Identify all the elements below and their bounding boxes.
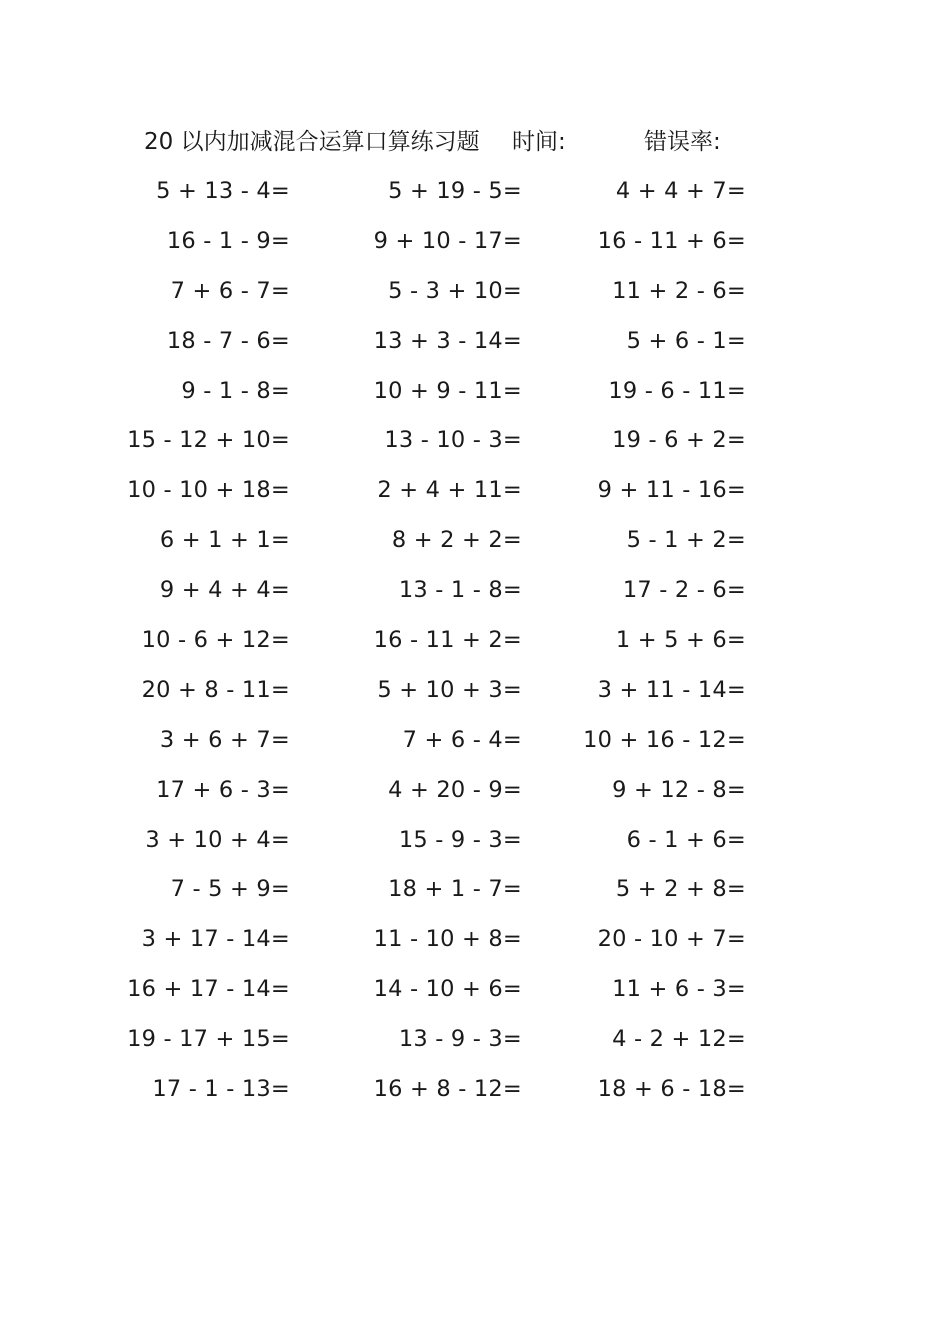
math-problem: 18 + 1 - 7= [388, 876, 522, 903]
math-problem: 4 + 4 + 7= [615, 178, 746, 204]
math-problem: 9 + 4 + 4= [159, 577, 290, 604]
math-problem: 5 + 2 + 8= [615, 876, 746, 903]
math-problem: 10 - 10 + 18= [127, 477, 290, 504]
math-problem: 5 - 3 + 10= [388, 277, 522, 304]
math-problem: 6 - 1 + 6= [626, 826, 746, 853]
math-problem: 10 + 16 - 12= [583, 726, 746, 753]
math-problem: 14 - 10 + 6= [373, 976, 522, 1003]
math-problem: 9 + 12 - 8= [612, 776, 746, 803]
worksheet-title: 20 以内加减混合运算口算练习题 [144, 129, 480, 155]
math-problem: 7 - 5 + 9= [170, 876, 290, 903]
math-problem: 16 + 8 - 12= [373, 1076, 522, 1103]
math-problem: 1 + 5 + 6= [615, 627, 746, 654]
math-problem: 13 - 1 - 8= [398, 577, 522, 604]
math-problem: 13 - 10 - 3= [384, 427, 522, 454]
math-problem: 16 - 11 + 6= [597, 227, 746, 254]
math-problem: 5 - 1 + 2= [626, 527, 746, 554]
math-problem: 3 + 17 - 14= [141, 926, 290, 953]
math-problem: 5 + 13 - 4= [156, 178, 290, 204]
math-problem: 9 + 11 - 16= [597, 477, 746, 504]
math-problem: 15 - 12 + 10= [127, 427, 290, 454]
math-problem: 13 + 3 - 14= [373, 327, 522, 354]
math-problem: 20 - 10 + 7= [597, 926, 746, 953]
worksheet-header [144, 124, 804, 160]
math-problem: 10 - 6 + 12= [141, 627, 290, 654]
math-problem: 11 + 6 - 3= [612, 976, 746, 1003]
math-problem: 4 - 2 + 12= [612, 1026, 746, 1053]
math-problem: 3 + 6 + 7= [159, 726, 290, 753]
problem-grid [120, 170, 820, 1118]
math-problem: 7 + 6 - 4= [402, 726, 522, 753]
error-rate-label: 错误率: [644, 129, 721, 155]
math-problem: 9 - 1 - 8= [181, 377, 290, 404]
math-problem: 18 - 7 - 6= [166, 327, 290, 354]
math-problem: 5 + 19 - 5= [388, 178, 522, 204]
math-problem: 19 - 6 + 2= [612, 427, 746, 454]
math-problem: 3 + 11 - 14= [597, 676, 746, 703]
math-problem: 7 + 6 - 7= [170, 277, 290, 304]
math-problem: 11 + 2 - 6= [612, 277, 746, 304]
math-problem: 16 + 17 - 14= [127, 976, 290, 1003]
math-problem: 13 - 9 - 3= [398, 1026, 522, 1053]
math-problem: 11 - 10 + 8= [373, 926, 522, 953]
time-label: 时间: [512, 129, 566, 155]
math-problem: 5 + 6 - 1= [626, 327, 746, 354]
math-problem: 18 + 6 - 18= [597, 1076, 746, 1103]
math-problem: 15 - 9 - 3= [398, 826, 522, 853]
math-problem: 4 + 20 - 9= [388, 776, 522, 803]
math-problem: 17 - 2 - 6= [622, 577, 746, 604]
math-problem: 6 + 1 + 1= [159, 527, 290, 554]
math-problem: 19 - 17 + 15= [127, 1026, 290, 1053]
math-problem: 20 + 8 - 11= [141, 676, 290, 703]
math-problem: 17 + 6 - 3= [156, 776, 290, 803]
math-problem: 8 + 2 + 2= [391, 527, 522, 554]
math-problem: 5 + 10 + 3= [377, 676, 522, 703]
math-problem: 16 - 11 + 2= [373, 627, 522, 654]
math-problem: 16 - 1 - 9= [166, 227, 290, 254]
math-problem: 9 + 10 - 17= [373, 227, 522, 254]
math-problem: 2 + 4 + 11= [377, 477, 522, 504]
math-problem: 17 - 1 - 13= [152, 1076, 290, 1103]
math-problem: 10 + 9 - 11= [373, 377, 522, 404]
math-problem: 3 + 10 + 4= [145, 826, 290, 853]
math-problem: 19 - 6 - 11= [608, 377, 746, 404]
